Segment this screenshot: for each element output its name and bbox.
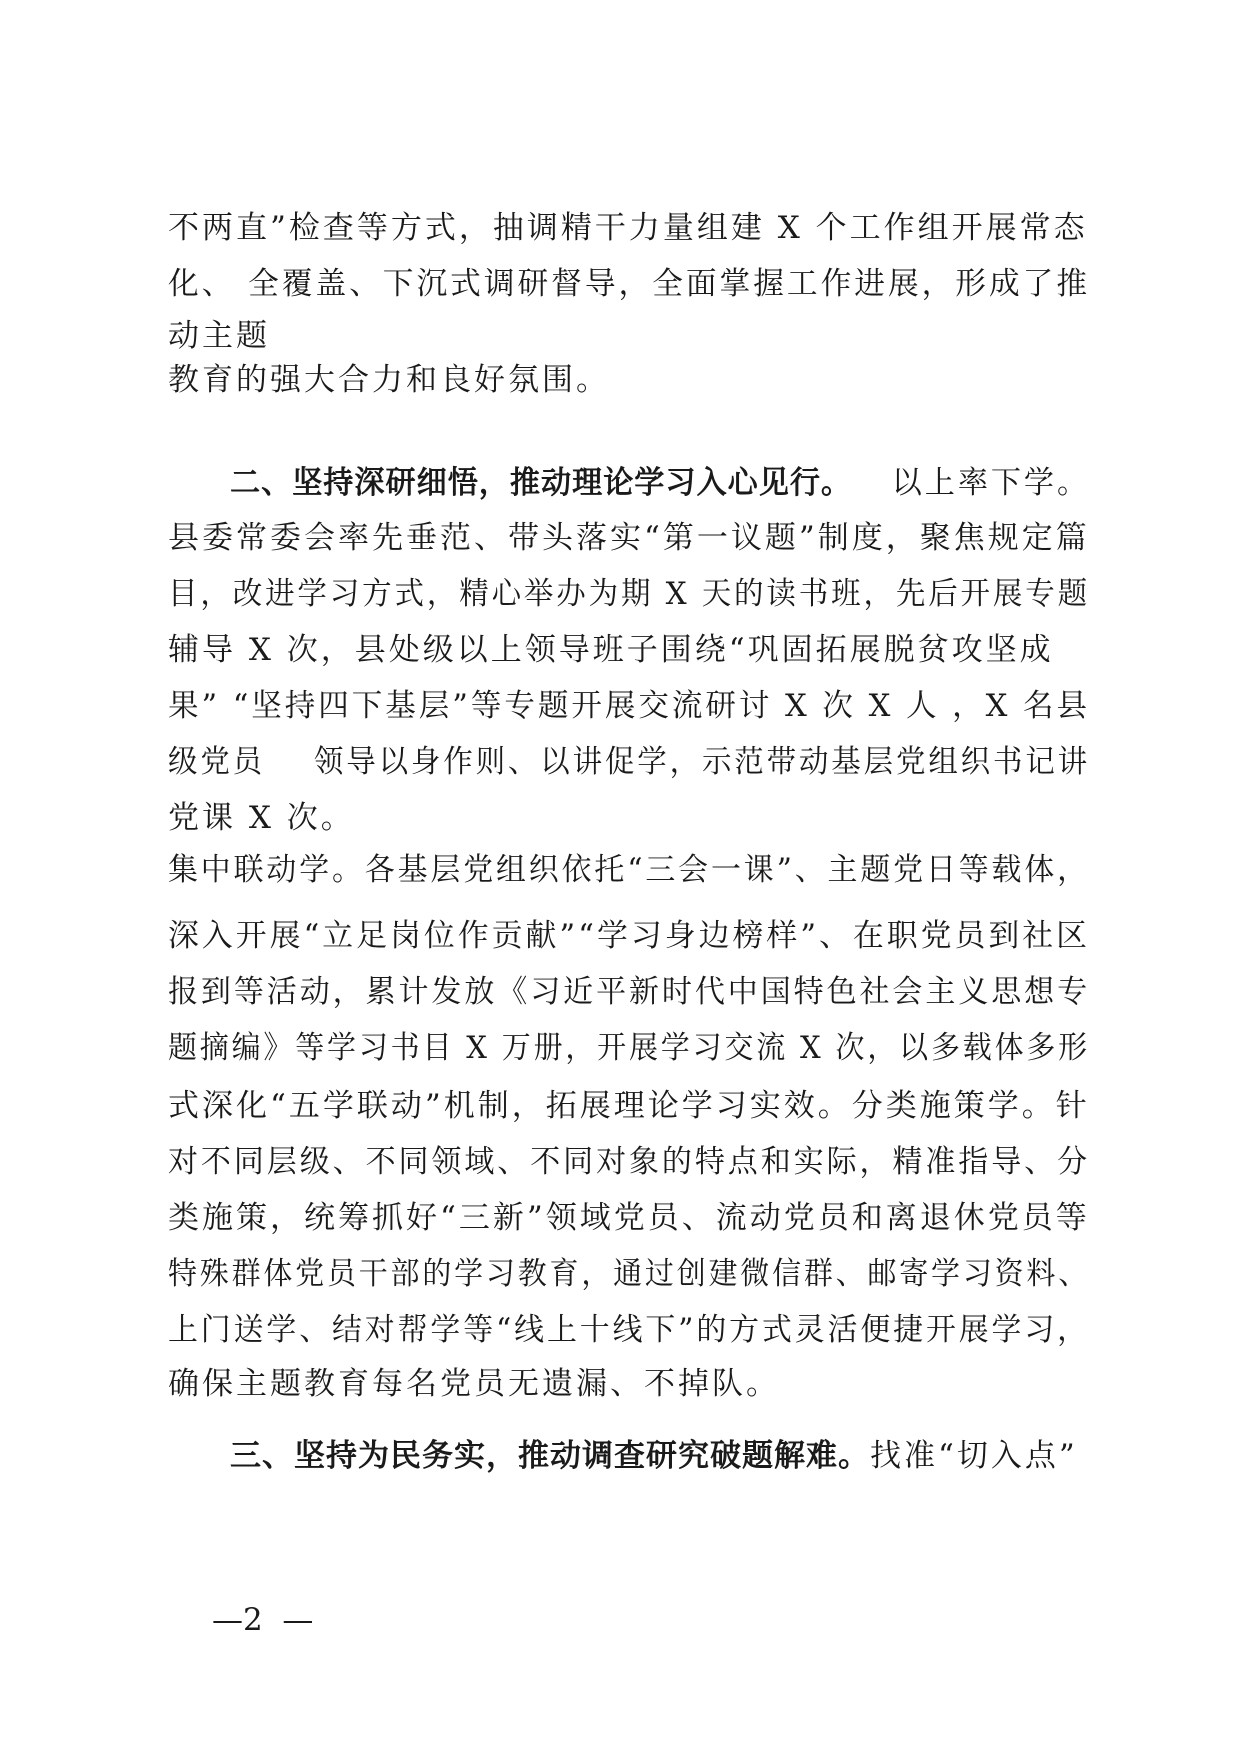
section-heading-line [230,1436,1078,1476]
section-heading: 二、坚持深研细悟，推动理论学习入心见行。 [230,465,853,501]
paragraph-line: 目，改进学习方式，精心举办为期 X 天的读书班，先后开展专题 [168,576,1090,612]
heading-line-text: 以上率下学。 [891,465,1090,501]
section-heading-line [230,463,1090,503]
section-heading: 三、坚持为民务实，推动调查研究破题解难。 [230,1438,870,1474]
paragraph-line: 教育的强大合力和良好氛围。 [168,362,610,398]
paragraph-line: 式深化“五学联动”机制，拓展理论学习实效。分类施策学。针 [168,1088,1090,1124]
paragraph-line: 深入开展“立足岗位作贡献”“学习身边榜样”、在职党员到社区 [168,918,1090,954]
paragraph-line: 县委常委会率先垂范、带头落实“第一议题”制度，聚焦规定篇 [168,520,1090,556]
paragraph-line: 集中联动学。各基层党组织依托“三会一课”、主题党日等载体， [168,852,1090,888]
paragraph-line: 党课 X 次。 [168,800,355,836]
paragraph-line: 上门送学、结对帮学等“线上十线下”的方式灵活便捷开展学习， [168,1312,1090,1348]
paragraph-line: 特殊群体党员干部的学习教育，通过创建微信群、邮寄学习资料、 [168,1256,1091,1292]
paragraph-line: 确保主题教育每名党员无遗漏、不掉队。 [168,1366,780,1402]
page-number: —2 — [212,1602,314,1638]
paragraph-line: 报到等活动，累计发放《习近平新时代中国特色社会主义思想专 [168,974,1091,1010]
paragraph-line: 级党员 领导以身作则、以讲促学，示范带动基层党组织书记讲 [168,744,1091,780]
paragraph-line: 化、 全覆盖、下沉式调研督导，全面掌握工作进展，形成了推 [168,266,1091,302]
paragraph-line: 题摘编》等学习书目 X 万册，开展学习交流 X 次，以多载体多形 [168,1030,1090,1066]
paragraph-line: 辅导 X 次，县处级以上领导班子围绕“巩固拓展脱贫攻坚成 [168,632,1054,668]
paragraph-line: 类施策，统筹抓好“三新”领域党员、流动党员和离退休党员等 [168,1200,1090,1236]
paragraph-line: 动主题 [168,318,270,354]
paragraph-line: 对不同层级、不同领域、不同对象的特点和实际，精准指导、分 [168,1144,1091,1180]
paragraph-line: 不两直”检查等方式，抽调精干力量组建 X 个工作组开展常态 [168,210,1088,246]
paragraph-line: 果” “坚持四下基层”等专题开展交流研讨 X 次 X 人 ，X 名县 [168,688,1090,724]
heading-line-text: 找准“切入点” [870,1438,1078,1474]
